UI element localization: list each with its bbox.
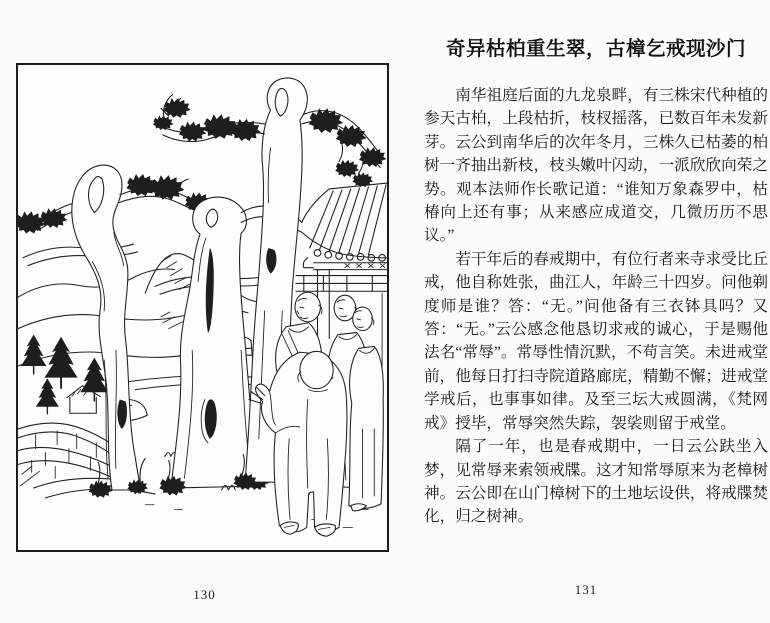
- paragraph-3: 隔了一年，也是春戒期中，一日云公趺坐入梦，见常辱来索领戒牒。这才知常辱原来为老樟树神。云公即在山门樟树下的土地坛设供，将戒牒焚化，归之树神。: [424, 438, 768, 526]
- paragraph-2: 若干年后的春戒期中，有位行者来寺求受比丘戒，他自称姓张，曲江人，年龄三十四岁。问他剃度师是谁？答：“无。”问他备有三衣钵具吗？又答：“无。”云公感念他恳切求戒的诚心，于是赐他法名“常辱”。常辱性情沉默，不苟言笑。未进戒堂前，他每日打扫寺院道路廊庑，精勤不懈；进戒堂学戒后，也事事如律。及至三坛大戒圆满，《梵网戒》授毕，常辱突然失踪，袈裟则留于戒堂。: [424, 250, 768, 432]
- illustration: [18, 65, 387, 550]
- page-number-left: 130: [193, 587, 216, 602]
- chapter-title: 奇异枯柏重生翠，古樟乞戒现沙门: [445, 38, 746, 60]
- paragraph-1: 南华祖庭后面的九龙泉畔，有三株宋代种植的参天古柏，上段枯折，枝杈摇落，已数百年未发新芽。云公到南华后的次年冬月，三株久已枯萎的柏树一齐抽出新枝，枝头嫩叶闪动，一派欣欣向荣之势。观本法师作长歌记道：“谁知万象森罗中，枯椿向上还有事；从来感应成道交，几微历历不思议。”: [424, 87, 768, 245]
- page-number-right: 131: [574, 582, 598, 597]
- body-text: [424, 84, 768, 529]
- illustration-frame: [16, 63, 389, 552]
